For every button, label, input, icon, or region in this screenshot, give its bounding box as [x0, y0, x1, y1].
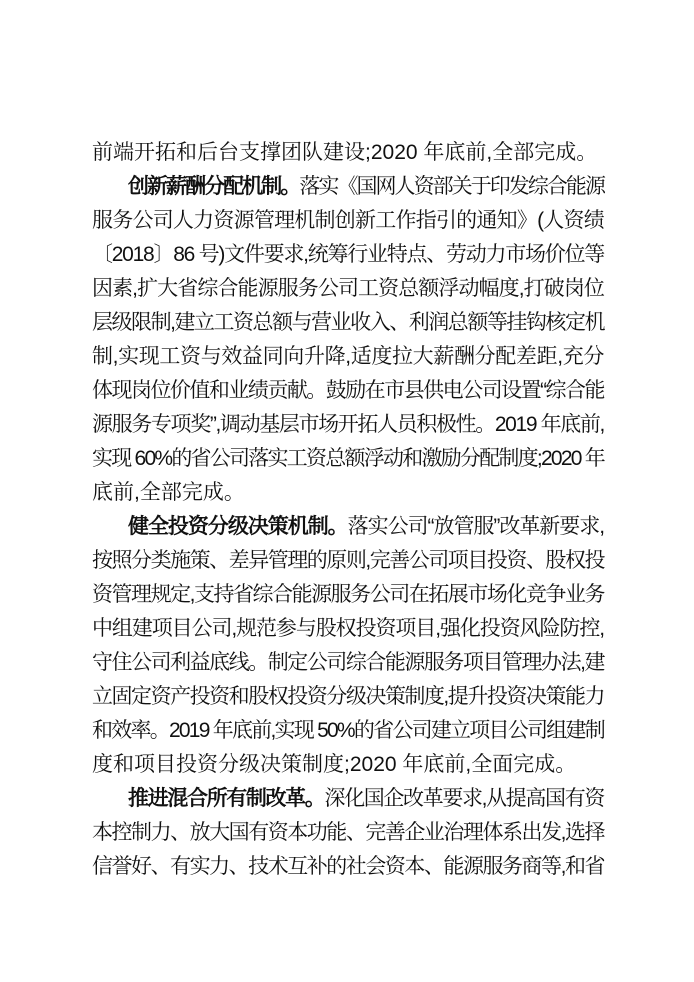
- text-line-content: [92, 379, 604, 402]
- text-line-content: [92, 685, 604, 708]
- text-line-content: [92, 277, 604, 300]
- text-run: 实现 60%的省公司落实工资总额浮动和激励分配制度;2020 年: [92, 447, 604, 470]
- text-line: [92, 748, 604, 782]
- text-line: [92, 442, 604, 476]
- text-line-content: [92, 617, 604, 640]
- text-line-content: [128, 175, 604, 198]
- text-line-content: [92, 481, 245, 504]
- text-line: [92, 136, 604, 170]
- text-line: [92, 510, 604, 544]
- text-run: 制,实现工资与效益同向升降,适度拉大薪酬分配差距,充分: [92, 345, 604, 368]
- text-run: 体现岗位价值和业绩贡献。鼓励在市县供电公司设置“综合能: [92, 379, 604, 402]
- document-text-block: [92, 136, 604, 884]
- text-run: 信誉好、有实力、技术互补的社会资本、能源服务商等,和省: [92, 855, 604, 878]
- text-run: 前端开拓和后台支撑团队建设;2020 年底前,全部完成。: [92, 141, 598, 164]
- paragraph-lead-bold: 健全投资分级决策机制。: [128, 515, 348, 538]
- text-line-content: [92, 243, 604, 266]
- text-line: [92, 238, 604, 272]
- text-line-content: [92, 583, 604, 606]
- text-line-content: [92, 753, 576, 776]
- text-run: 守住公司利益底线。制定公司综合能源服务项目管理办法,建: [92, 651, 604, 674]
- text-run: 服务公司人力资源管理机制创新工作指引的通知》(人资绩: [92, 209, 604, 232]
- text-line: [92, 578, 604, 612]
- text-line-content: [92, 549, 604, 572]
- text-run: 层级限制,建立工资总额与营业收入、利润总额等挂钩核定机: [92, 311, 604, 334]
- text-line: [92, 544, 604, 578]
- text-line-content: [92, 209, 604, 232]
- text-run: 资管理规定,支持省综合能源服务公司在拓展市场化竞争业务: [92, 583, 604, 606]
- paragraph-lead-bold: 推进混合所有制改革。: [128, 787, 325, 810]
- text-line-content: [128, 787, 604, 810]
- text-run: 按照分类施策、差异管理的原则,完善公司项目投资、股权投: [92, 549, 604, 572]
- text-line: [92, 306, 604, 340]
- text-line-content: [92, 651, 604, 674]
- text-line-content: [92, 821, 604, 844]
- text-line-content: [128, 515, 604, 538]
- text-line: [92, 340, 604, 374]
- text-line-content: [92, 855, 604, 878]
- text-line: [92, 408, 604, 442]
- text-line: [92, 646, 604, 680]
- text-line-content: [92, 345, 604, 368]
- text-line: [92, 850, 604, 884]
- text-run: 和效率。2019 年底前,实现 50%的省公司建立项目公司组建制: [92, 719, 604, 742]
- text-line-content: [92, 311, 604, 334]
- text-line: [92, 680, 604, 714]
- text-run: 本控制力、放大国有资本功能、完善企业治理体系出发,选择: [92, 821, 604, 844]
- text-line: [92, 782, 604, 816]
- text-line: [92, 170, 604, 204]
- text-line: [92, 816, 604, 850]
- text-line-content: [92, 719, 604, 742]
- text-line-content: [92, 447, 604, 470]
- text-run: 落实《国网人资部关于印发综合能源: [299, 175, 604, 198]
- text-run: 底前,全部完成。: [92, 481, 245, 504]
- text-line-content: [92, 413, 604, 436]
- text-line: [92, 612, 604, 646]
- text-line-content: [92, 141, 597, 164]
- text-line: [92, 272, 604, 306]
- text-run: 度和项目投资分级决策制度;2020 年底前,全面完成。: [92, 753, 577, 776]
- text-line: [92, 374, 604, 408]
- text-run: 落实公司“放管服”改革新要求,: [347, 515, 604, 538]
- text-line: [92, 714, 604, 748]
- paragraph-lead-bold: 创新薪酬分配机制。: [128, 175, 300, 198]
- text-run: 立固定资产投资和股权投资分级决策制度,提升投资决策能力: [92, 685, 604, 708]
- text-run: 中组建项目公司,规范参与股权投资项目,强化投资风险防控,: [92, 617, 604, 640]
- text-run: 源服务专项奖”,调动基层市场开拓人员积极性。2019 年底前,: [92, 413, 604, 436]
- text-line: [92, 476, 604, 510]
- text-run: 深化国企改革要求,从提高国有资: [324, 787, 604, 810]
- text-run: 因素,扩大省综合能源服务公司工资总额浮动幅度,打破岗位: [92, 277, 604, 300]
- text-run: 〔2018〕86 号)文件要求,统筹行业特点、劳动力市场价位等: [92, 243, 604, 266]
- text-line: [92, 204, 604, 238]
